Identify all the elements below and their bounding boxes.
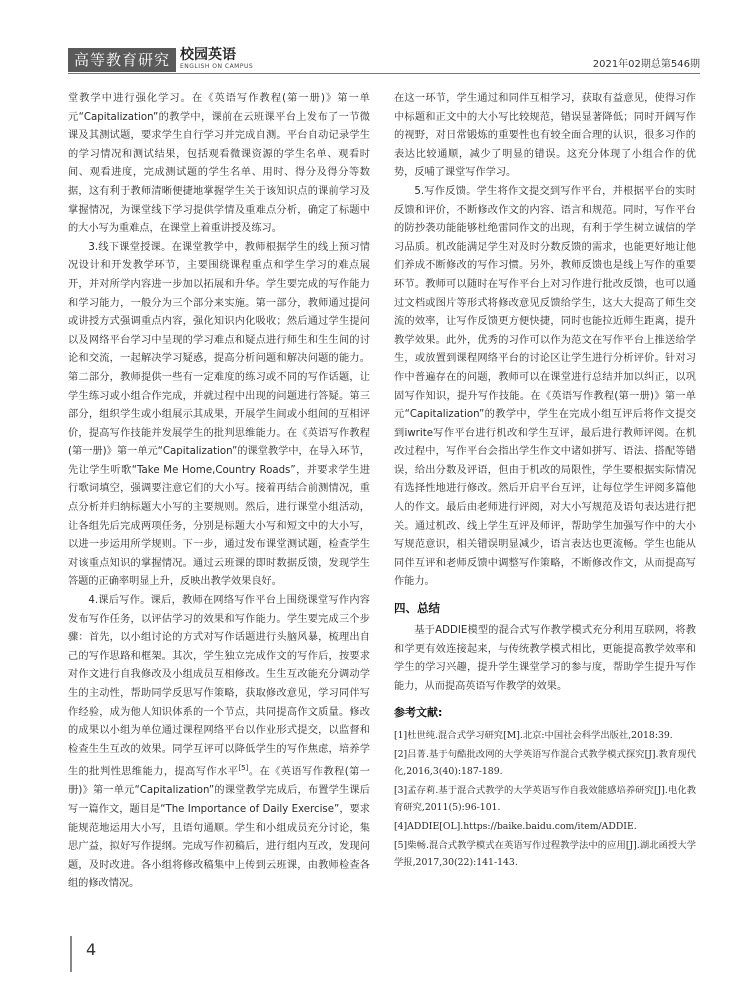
journal-section-badge: 高等教育研究 bbox=[68, 48, 176, 72]
paragraph-after-class-writing bbox=[68, 592, 370, 894]
left-column bbox=[68, 90, 370, 894]
campus-english-logo bbox=[180, 48, 253, 71]
section-heading-summary: 四、总结 bbox=[394, 601, 440, 616]
campus-logo-en: ENGLISH ON CAMPUS bbox=[180, 63, 254, 70]
right-column bbox=[394, 90, 696, 873]
paragraph: 在这一环节，学生通过和同伴互相学习，获取有益意见，使得习作中标题和正文中的大小写比较规范，错误显著降低；同时开阔写作的视野，对日常锻炼的重要性也有较全面合理的认识，很多习作的表达比较通顺，减少了明显的错误。这充分体现了小组合作的优势，反哺了课堂写作学习。 bbox=[394, 93, 696, 179]
reference-item: [4]ADDIE[OL].https://baike.baidu.com/item/ADDIE. bbox=[394, 821, 637, 832]
references-title: 参考文献: bbox=[394, 706, 443, 720]
paragraph: 堂教学中进行强化学习。在《英语写作教程(第一册)》第一单元“Capitalization”的教学中，课前在云班课平台上发布了一节微课及其测试题，要求学生自行学习并完成自测。平台自动记录学生的学习情况和测试结果，包括观看微课资源的学生名单、观看时间、观看进度，完成测试题的学生名单、用时、得分及得分等数据，这有利于教师清晰便捷地掌握学生关于该知识点的课前学习及掌握情况，为课堂线下学习提供学情及重难点分析，确定了标题中的大小写为重难点，在课堂上着重讲授及练习。 bbox=[68, 93, 370, 235]
header-divider bbox=[68, 73, 700, 74]
reference-item: [5]柴畅.混合式教学模式在英语写作过程教学法中的应用[J].湖北函授大学学报,2017,30(22):141-143. bbox=[394, 840, 696, 868]
paragraph-text: 。在《英语写作教程(第一册)》第一单元“Capitalization”的课堂教学完成后，布置学生课后写一篇作文，题目是“The Importance of Daily Exercise”，要求能规范地运用大小写，且语句通顺。学生和小组成员充分讨论，集思广益，拟好写作提纲。完成写作初稿后，进行组内互改，发现问题，及时改进。各小组将修改稿集中上传到云班课，由教师检查各组的修改情况。 bbox=[68, 766, 370, 890]
paragraph-writing-feedback: 5.写作反馈。学生将作文提交到写作平台，并根据平台的实时反馈和评价，不断修改作文的内容、语言和规范。同时，写作平台的防抄袭功能能够杜绝雷同作文的出现，有利于学生树立诚信的学习品质。机改能满足学生对及时分数反馈的需求，也能更好地让他们养成不断修改的写作习惯。另外，教师反馈也是线上写作的重要环节。教师可以随时在写作平台上对习作进行批改反馈，也可以通过文档或图片等形式将修改意见反馈给学生，这大大提高了师生交流的效率，让写作反馈更方便快捷，同时也能拉近师生距离，提升教学效果。此外，优秀的习作可以作为范文在写作平台上推送给学生，或放置到课程网络平台的讨论区让学生进行分析评价。针对习作中普遍存在的问题，教师可以在课堂进行总结并加以纠正，以巩固写作知识，提升写作技能。在《英语写作教程(第一册)》第一单元“Capitalization”的教学中，学生在完成小组互评后将作文提交到iwrite写作平台进行机改和学生互评，最后进行教师评阅。在机改过程中，写作平台会指出学生作文中诸如拼写、语法、搭配等错误，给出分数及评语，但由于机改的局限性，学生要根据实际情况有选择性地进行修改。然后开启平台互评，让每位学生评阅多篇他人的作文。最后由老师进行评阅，对大小写规范及语句表达进行把关。通过机改、线上学生互评及师评，帮助学生加强写作中的大小写规范意识，相关错误明显减少，语言表达也更流畅。学生也能从同伴互评和老师反馈中调整写作策略，不断修改作文，从而提高写作能力。 bbox=[394, 185, 696, 588]
reference-item: [3]孟存莉.基于混合式教学的大学英语写作自我效能感培养研究[J].电化教育研究,2011(5):96-101. bbox=[394, 785, 696, 813]
citation-marker: [5] bbox=[238, 764, 249, 773]
campus-logo-cn: 校园英语 bbox=[180, 47, 236, 63]
reference-item: [1]杜世纯.混合式学习研究[M].北京:中国社会科学出版社,2018:39. bbox=[394, 730, 673, 741]
paragraph-offline-teaching: 3.线下课堂授课。在课堂教学中，教师根据学生的线上预习情况设计和开发教学环节，主要围绕课程重点和学生学习的难点展开，并对所学内容进一步加以拓展和升华。学生要完成的写作能力和学习能力，一般分为三个部分来实施。第一部分，教师通过提问或讲授方式强调重点内容，强化知识内化吸收；然后通过学生提问以及网络平台学习中呈现的学习难点和疑点进行师生和生生间的讨论和交流，一起解决学习疑惑，提高分析问题和解决问题的能力。第二部分，教师提供一些有一定难度的练习或不同的写作话题，让学生练习或小组合作完成，并就过程中出现的问题进行答疑。第三部分，组织学生或小组展示其成果，开展学生间或小组间的互相评价，提高写作技能并发展学生的批判思维能力。在《英语写作教程(第一册)》第一单元“Capitalization”的课堂教学中，在导入环节，先让学生听歌“Take Me Home,Country Roads”，并要求学生进行歌词填空，强调要注意它们的大小写。接着再结合前测情况，重点分析并归纳标题大小写的主要规则。然后，进行课堂小组活动，让各组先后完成两项任务，分别是标题大小写和短文中的大小写，以进一步运用所学规则。下一步，通过发布课堂测试题，检查学生对该重点知识的掌握情况。通过云班课的即时数据反馈，发现学生答题的正确率明显上升，反映出教学效果良好。 bbox=[68, 241, 370, 588]
page-number: 4 bbox=[86, 940, 97, 959]
issue-number: 2021年02期总第546期 bbox=[592, 59, 700, 70]
page-margin-rule bbox=[70, 936, 72, 972]
paragraph-text: 4.课后写作。课后，教师在网络写作平台上围绕课堂写作内容发布写作任务，以评估学习的效果和写作能力。学生要完成三个步骤：首先，以小组讨论的方式对写作话题进行头脑风暴，梳理出自己的写作思路和框架。其次，学生独立完成作文的写作后，按要求对作文进行自我修改及小组成员互相修改。生生互改能充分调动学生的主动性，帮助同学反思写作策略，获取修改意见，学习同伴写作经验，成为他人知识体系的一个节点，共同提高作文质量。修改的成果以小组为单位通过课程网络平台以作业形式提交，以监督和检查生生互改的效果。同学互评可以降低学生的写作焦虑，培养学生的批判性思维能力，提高写作水平 bbox=[68, 595, 370, 778]
page-header bbox=[68, 48, 700, 72]
paragraph-summary: 基于ADDIE模型的混合式写作教学模式充分利用互联网，将教和学更有效连接起来，与传统教学模式相比，更能提高教学效率和学生的学习兴趣，提升学生课堂学习的参与度，帮助学生提升写作能力，从而提高英语写作教学的效果。 bbox=[394, 625, 696, 692]
reference-item: [2]吕菁.基于句酷批改网的大学英语写作混合式教学模式探究[J].教育现代化,2016,3(40):187-189. bbox=[394, 749, 696, 777]
